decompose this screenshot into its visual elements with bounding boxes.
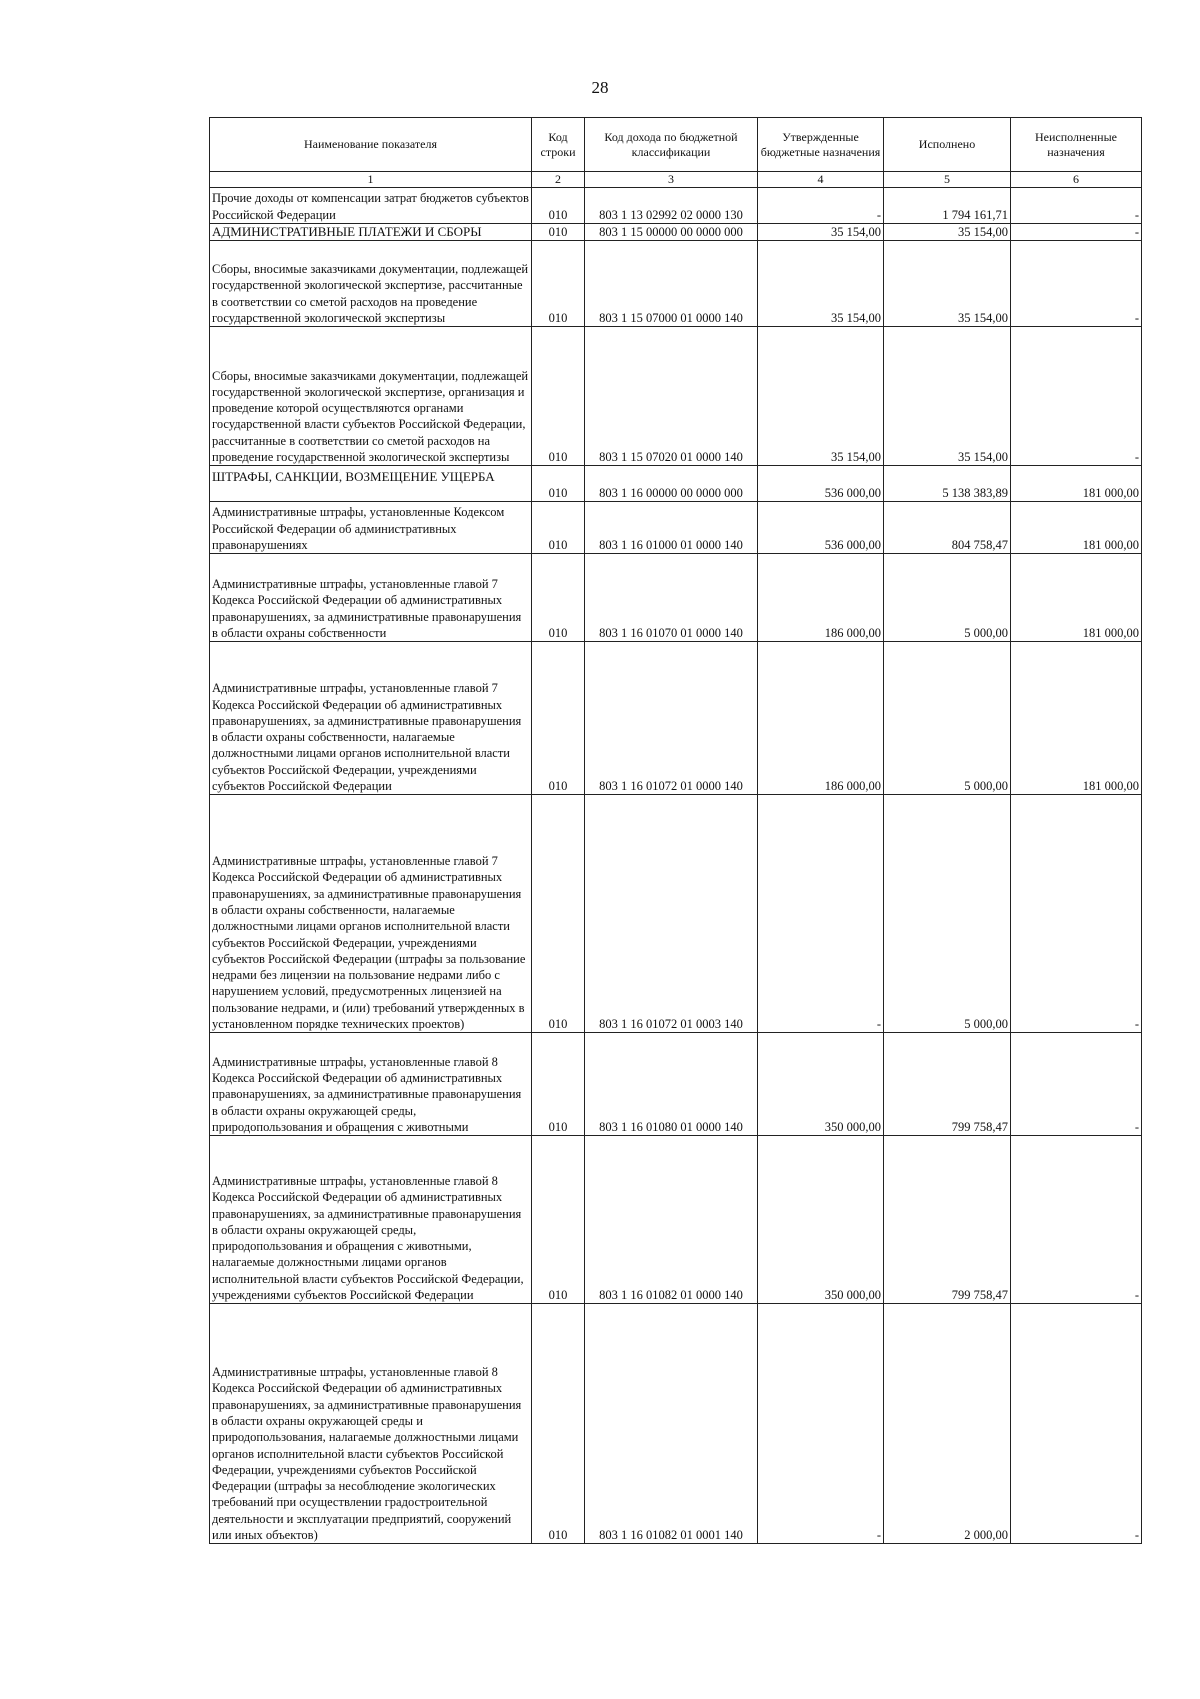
approved-amount: 350 000,00 [758, 1136, 884, 1304]
table-row [210, 554, 1142, 642]
executed-amount: 799 758,47 [884, 1136, 1011, 1304]
approved-amount: 536 000,00 [758, 466, 884, 502]
line-code: 010 [532, 1033, 585, 1136]
table-row [210, 502, 1142, 554]
header-line-code: Код строки [532, 118, 585, 172]
header-executed: Исполнено [884, 118, 1011, 172]
income-code: 803 1 16 01072 01 0000 140 [585, 642, 758, 795]
executed-amount: 799 758,47 [884, 1033, 1011, 1136]
column-number: 6 [1011, 172, 1142, 188]
column-number: 4 [758, 172, 884, 188]
table-row [210, 188, 1142, 224]
indicator-name: Сборы, вносимые заказчиками документации, подлежащей государственной экологической экспертизе, рассчитанные в соответствии со сметой расходов на проведение государственной экологической экспертизы [210, 241, 532, 327]
table-row [210, 1136, 1142, 1304]
income-code: 803 1 16 01070 01 0000 140 [585, 554, 758, 642]
line-code: 010 [532, 241, 585, 327]
indicator-name: АДМИНИСТРАТИВНЫЕ ПЛАТЕЖИ И СБОРЫ [210, 224, 532, 241]
table-row [210, 466, 1142, 502]
table-row [210, 241, 1142, 327]
executed-amount: 5 000,00 [884, 642, 1011, 795]
executed-amount: 5 000,00 [884, 795, 1011, 1033]
approved-amount: 35 154,00 [758, 327, 884, 466]
indicator-name: Сборы, вносимые заказчиками документации, подлежащей государственной экологической экспертизе, организация и проведение которой осуществляются органами государственной власти субъектов Российской Федерации, рассчитанные в соответствии со сметой расходов на проведение государственной экологической экспертизы [210, 327, 532, 466]
column-number: 3 [585, 172, 758, 188]
unexecuted-amount: - [1011, 1304, 1142, 1544]
indicator-name: Административные штрафы, установленные главой 7 Кодекса Российской Федерации об административных правонарушениях, за административные правонарушения в области охраны собственности, налагаемые должностными лицами органов исполнительной власти субъектов Российской Федерации, учреждениями субъектов Российской Федерации [210, 642, 532, 795]
unexecuted-amount: 181 000,00 [1011, 554, 1142, 642]
executed-amount: 35 154,00 [884, 224, 1011, 241]
income-code: 803 1 16 00000 00 0000 000 [585, 466, 758, 502]
line-code: 010 [532, 466, 585, 502]
table-row [210, 642, 1142, 795]
executed-amount: 5 000,00 [884, 554, 1011, 642]
unexecuted-amount: 181 000,00 [1011, 502, 1142, 554]
approved-amount: 350 000,00 [758, 1033, 884, 1136]
unexecuted-amount: - [1011, 1033, 1142, 1136]
page-number: 28 [591, 78, 609, 97]
line-code: 010 [532, 1136, 585, 1304]
indicator-name: Административные штрафы, установленные Кодексом Российской Федерации об административных правонарушениях [210, 502, 532, 554]
table-row [210, 327, 1142, 466]
table-row [210, 795, 1142, 1033]
indicator-name: Административные штрафы, установленные главой 8 Кодекса Российской Федерации об административных правонарушениях, за административные правонарушения в области охраны окружающей среды, природопользования и обращения с животными [210, 1033, 532, 1136]
unexecuted-amount: - [1011, 327, 1142, 466]
column-number-row [210, 172, 1142, 188]
indicator-name: Административные штрафы, установленные главой 8 Кодекса Российской Федерации об административных правонарушениях, за административные правонарушения в области охраны окружающей среды, природопользования и обращения с животными, налагаемые должностными лицами органов исполнительной власти субъектов Российской Федерации, учреждениями субъектов Российской Федерации [210, 1136, 532, 1304]
unexecuted-amount: - [1011, 188, 1142, 224]
header-approved: Утвержденные бюджетные назначения [758, 118, 884, 172]
revenue-table [209, 117, 1142, 1544]
column-number: 1 [210, 172, 532, 188]
income-code: 803 1 15 07000 01 0000 140 [585, 241, 758, 327]
line-code: 010 [532, 502, 585, 554]
table-row [210, 1304, 1142, 1544]
income-code: 803 1 16 01082 01 0001 140 [585, 1304, 758, 1544]
unexecuted-amount: 181 000,00 [1011, 642, 1142, 795]
indicator-name: ШТРАФЫ, САНКЦИИ, ВОЗМЕЩЕНИЕ УЩЕРБА [210, 466, 532, 502]
executed-amount: 5 138 383,89 [884, 466, 1011, 502]
income-code: 803 1 16 01082 01 0000 140 [585, 1136, 758, 1304]
income-code: 803 1 13 02992 02 0000 130 [585, 188, 758, 224]
indicator-name: Административные штрафы, установленные главой 7 Кодекса Российской Федерации об административных правонарушениях, за административные правонарушения в области охраны собственности [210, 554, 532, 642]
unexecuted-amount: 181 000,00 [1011, 466, 1142, 502]
line-code: 010 [532, 224, 585, 241]
indicator-name: Административные штрафы, установленные главой 7 Кодекса Российской Федерации об административных правонарушениях, за административные правонарушения в области охраны собственности, налагаемые должностными лицами органов исполнительной власти субъектов Российской Федерации, учреждениями субъектов Российской Федерации (штрафы за пользование недрами без лицензии на пользование недрами либо с нарушением условий, предусмотренных лицензией на пользование недрами, и (или) требований утвержденных в установленном порядке технических проектов) [210, 795, 532, 1033]
unexecuted-amount: - [1011, 241, 1142, 327]
table-row [210, 224, 1142, 241]
column-number: 5 [884, 172, 1011, 188]
table-row [210, 1033, 1142, 1136]
column-number: 2 [532, 172, 585, 188]
executed-amount: 35 154,00 [884, 241, 1011, 327]
line-code: 010 [532, 795, 585, 1033]
header-indicator-name: Наименование показателя [210, 118, 532, 172]
line-code: 010 [532, 642, 585, 795]
header-income-code: Код дохода по бюджетной классификации [585, 118, 758, 172]
line-code: 010 [532, 554, 585, 642]
income-code: 803 1 16 01080 01 0000 140 [585, 1033, 758, 1136]
executed-amount: 804 758,47 [884, 502, 1011, 554]
executed-amount: 35 154,00 [884, 327, 1011, 466]
line-code: 010 [532, 188, 585, 224]
income-code: 803 1 15 07020 01 0000 140 [585, 327, 758, 466]
line-code: 010 [532, 327, 585, 466]
table-header-row [210, 118, 1142, 172]
income-code: 803 1 16 01072 01 0003 140 [585, 795, 758, 1033]
approved-amount: 186 000,00 [758, 554, 884, 642]
line-code: 010 [532, 1304, 585, 1544]
approved-amount: 35 154,00 [758, 241, 884, 327]
unexecuted-amount: - [1011, 224, 1142, 241]
indicator-name: Административные штрафы, установленные главой 8 Кодекса Российской Федерации об административных правонарушениях, за административные правонарушения в области охраны окружающей среды и природопользования, налагаемые должностными лицами органов исполнительной власти субъектов Российской Федерации, учреждениями субъектов Российской Федерации (штрафы за несоблюдение экологических требований при осуществлении градостроительной деятельности и эксплуатации предприятий, сооружений или иных объектов) [210, 1304, 532, 1544]
approved-amount: - [758, 188, 884, 224]
executed-amount: 1 794 161,71 [884, 188, 1011, 224]
approved-amount: - [758, 1304, 884, 1544]
unexecuted-amount: - [1011, 795, 1142, 1033]
unexecuted-amount: - [1011, 1136, 1142, 1304]
approved-amount: 536 000,00 [758, 502, 884, 554]
income-code: 803 1 15 00000 00 0000 000 [585, 224, 758, 241]
approved-amount: 186 000,00 [758, 642, 884, 795]
header-unexecuted: Неисполненные назначения [1011, 118, 1142, 172]
executed-amount: 2 000,00 [884, 1304, 1011, 1544]
income-code: 803 1 16 01000 01 0000 140 [585, 502, 758, 554]
indicator-name: Прочие доходы от компенсации затрат бюджетов субъектов Российской Федерации [210, 188, 532, 224]
approved-amount: 35 154,00 [758, 224, 884, 241]
approved-amount: - [758, 795, 884, 1033]
